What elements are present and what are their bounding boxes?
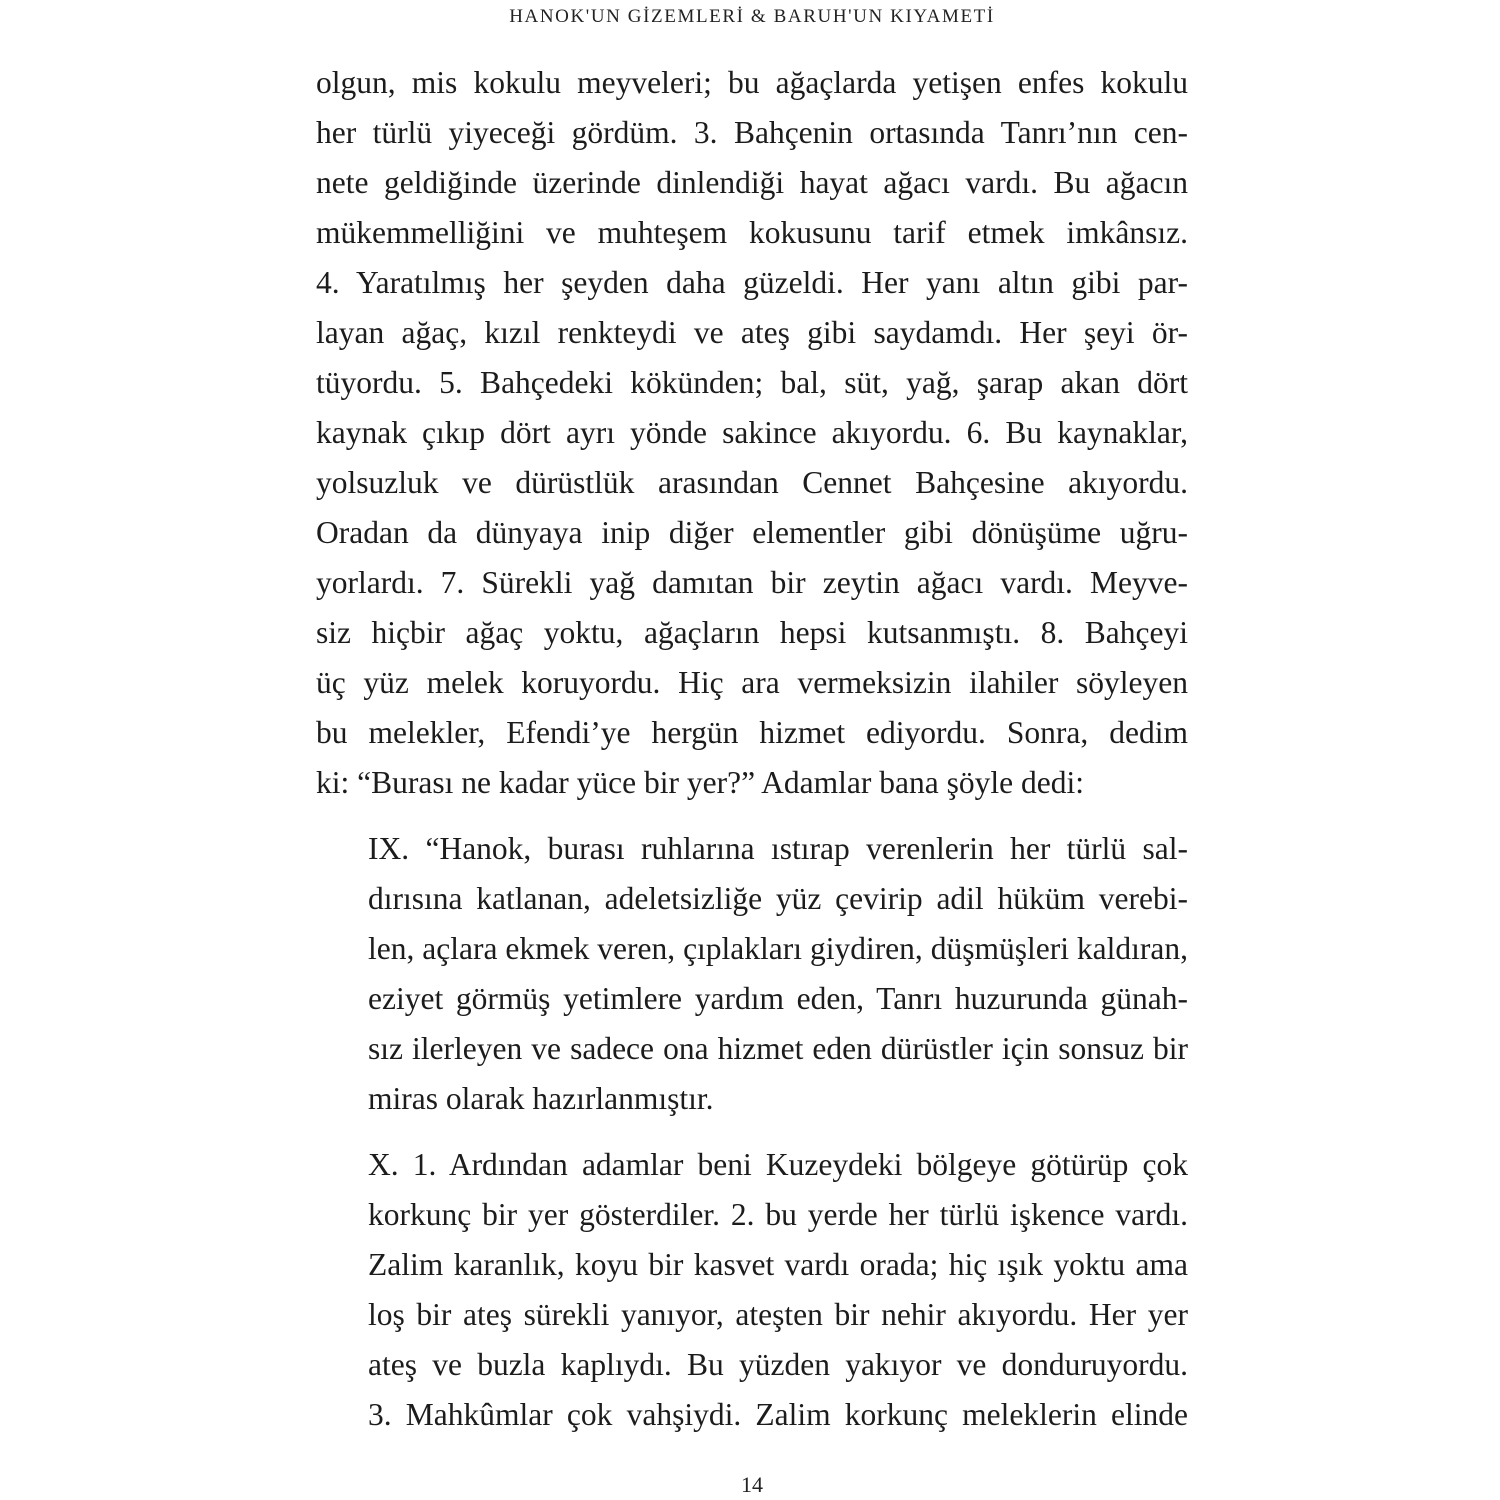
text-line: bu melekler, Efendi’ye hergün hizmet ediyordu. Sonra, dedim (316, 715, 1188, 750)
text-line: dırısına katlanan, adeletsizliğe yüz çevirip adil hüküm verebi- (368, 881, 1188, 916)
text-line: layan ağaç, kızıl renkteydi ve ateş gibi saydamdı. Her şeyi ör- (316, 315, 1188, 350)
text-line: eziyet görmüş yetimlere yardım eden, Tanrı huzurunda günah- (368, 981, 1188, 1016)
text-line: 4. Yaratılmış her şeyden daha güzeldi. Her yanı altın gibi par- (316, 265, 1188, 300)
paragraph-1 (316, 58, 1188, 808)
text-line: 3. Mahkûmlar çok vahşiydi. Zalim korkunç meleklerin elinde (368, 1397, 1188, 1432)
text-line: nete geldiğinde üzerinde dinlendiği hayat ağacı vardı. Bu ağacın (316, 165, 1188, 200)
page-body (316, 58, 1188, 1440)
running-head: HANOK'UN GİZEMLERİ & BARUH'UN KIYAMETİ (509, 6, 995, 27)
text-line: olgun, mis kokulu meyveleri; bu ağaçlarda yetişen enfes kokulu (316, 65, 1188, 100)
text-line: Zalim karanlık, koyu bir kasvet vardı orada; hiç ışık yoktu ama (368, 1247, 1188, 1282)
text-line: ateş ve buzla kaplıydı. Bu yüzden yakıyor ve donduruyordu. (368, 1347, 1188, 1382)
text-line: yorlardı. 7. Sürekli yağ damıtan bir zeytin ağacı vardı. Meyve- (316, 565, 1188, 600)
text-line: sız ilerleyen ve sadece ona hizmet eden dürüstler için sonsuz bir (368, 1031, 1188, 1066)
page-number: 14 (741, 1472, 763, 1497)
text-line: miras olarak hazırlanmıştır. (368, 1081, 714, 1116)
text-line: üç yüz melek koruyordu. Hiç ara vermeksizin ilahiler söyleyen (316, 665, 1188, 700)
text-line: Oradan da dünyaya inip diğer elementler gibi dönüşüme uğru- (316, 515, 1188, 550)
text-line: tüyordu. 5. Bahçedeki kökünden; bal, süt, yağ, şarap akan dört (316, 365, 1188, 400)
text-line: yolsuzluk ve dürüstlük arasından Cennet Bahçesine akıyordu. (316, 465, 1188, 500)
text-line: korkunç bir yer gösterdiler. 2. bu yerde her türlü işkence vardı. (368, 1197, 1188, 1232)
text-line: ki: “Burası ne kadar yüce bir yer?” Adamlar bana şöyle dedi: (316, 765, 1084, 800)
paragraph-section-x (316, 1140, 1188, 1440)
paragraph-section-ix (316, 824, 1188, 1124)
text-line: kaynak çıkıp dört ayrı yönde sakince akıyordu. 6. Bu kaynaklar, (316, 415, 1188, 450)
text-line: IX. “Hanok, burası ruhlarına ıstırap verenlerin her türlü sal- (368, 831, 1188, 866)
text-line: loş bir ateş sürekli yanıyor, ateşten bir nehir akıyordu. Her yer (368, 1297, 1188, 1332)
text-line: her türlü yiyeceği gördüm. 3. Bahçenin ortasında Tanrı’nın cen- (316, 115, 1188, 150)
text-line: X. 1. Ardından adamlar beni Kuzeydeki bölgeye götürüp çok (368, 1147, 1188, 1182)
text-line: len, açlara ekmek veren, çıplakları giydiren, düşmüşleri kaldıran, (368, 931, 1188, 966)
text-line: siz hiçbir ağaç yoktu, ağaçların hepsi kutsanmıştı. 8. Bahçeyi (316, 615, 1188, 650)
text-line: mükemmelliğini ve muhteşem kokusunu tarif etmek imkânsız. (316, 215, 1188, 250)
